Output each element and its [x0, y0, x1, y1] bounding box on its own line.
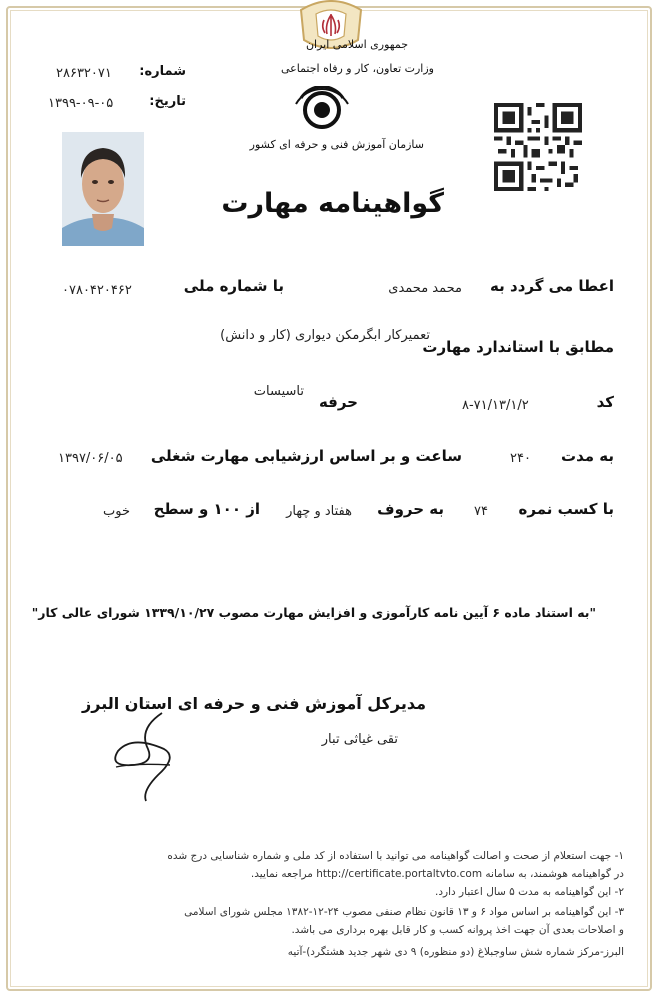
footnote-3-cont: و اصلاحات بعدی آن جهت اخذ پروانه کسب و کار قابل بهره برداری می باشد. [291, 924, 624, 936]
level-value: خوب [103, 504, 130, 519]
date-label: تاریخ: [149, 94, 186, 109]
issue-date: ۱۳۹۹-۰۹-۰۵ [48, 96, 114, 111]
evaluation-date: ۱۳۹۷/۰۶/۰۵ [58, 451, 123, 466]
number-label: شماره: [139, 64, 186, 79]
tvto-logo-icon [293, 86, 351, 130]
standard-code: ۸-۷۱/۱۳/۱/۲ [462, 398, 529, 413]
duration-label: به مدت [561, 447, 614, 465]
holder-name: محمد محمدی [388, 281, 462, 296]
in-words-label: به حروف [377, 500, 444, 518]
organization-name: سازمان آموزش فنی و حرفه ای کشور [249, 138, 424, 151]
ministry-name: وزارت تعاون، کار و رفاه اجتماعی [280, 62, 434, 75]
footnote-2: ۲- این گواهینامه به مدت ۵ سال اعتبار دارد. [435, 886, 624, 898]
signatory-name: تقی غیاثی تبار [321, 732, 398, 747]
certificate-number: ۲۸۶۳۲۰۷۱ [56, 66, 112, 81]
standard-label: مطابق با استاندارد مهارت [422, 338, 614, 356]
skill-standard: تعمیرکار ابگرمکن دیواری (کار و دانش) [220, 328, 430, 343]
awarded-to-label: اعطا می گردد به [490, 277, 614, 295]
certificate-title: گواهینامه مهارت [221, 188, 444, 219]
hours-evaluation-label: ساعت و بر اساس ارزشیابی مهارت شغلی [150, 447, 462, 465]
score-value: ۷۴ [474, 504, 488, 519]
footnote-1-link: در گواهینامه هوشمند، به سامانه http://certificate.portaltvto.com مراجعه نمایید. [250, 868, 624, 880]
duration-hours: ۲۴۰ [510, 451, 531, 466]
footnote-1: ۱- جهت استعلام از صحت و اصالت گواهینامه می توانید با استفاده از کد ملی و شماره شناسایی درج شده [167, 850, 624, 862]
holder-photo [62, 132, 144, 246]
national-id-label: با شماره ملی [183, 277, 284, 295]
republic-name: جمهوری اسلامی ایران [305, 38, 408, 51]
level-label: از ۱۰۰ و سطح [153, 500, 260, 518]
person-portrait-icon [62, 132, 144, 246]
trade-label: حرفه [318, 393, 358, 411]
signatory-position: مدیرکل آموزش فنی و حرفه ای استان البرز [82, 694, 426, 713]
code-label: کد [596, 393, 614, 411]
score-label: با کسب نمره [518, 500, 614, 518]
qr-code [494, 103, 582, 191]
legal-statement: "به استناد ماده ۶ آیین نامه کارآموزی و افزایش مهارت مصوب ۱۳۳۹/۱۰/۲۷ شورای عالی کار" [31, 605, 596, 620]
footnote-3: ۳- این گواهینامه بر اساس مواد ۶ و ۱۳ قانون نظام صنفی مصوب ۲۴-۱۲-۱۳۸۲ مجلس شورای اسلامی [184, 906, 624, 918]
national-id: ۰۷۸۰۴۲۰۴۶۲ [62, 283, 132, 298]
trade-value: تاسیسات [253, 384, 304, 399]
score-in-words: هفتاد و چهار [286, 504, 352, 519]
center-address: البرز-مرکز شماره شش ساوجبلاغ (دو منظوره) ۹ دی شهر جدید هشتگرد)-آتیه [287, 946, 624, 958]
handwritten-signature [98, 705, 188, 805]
